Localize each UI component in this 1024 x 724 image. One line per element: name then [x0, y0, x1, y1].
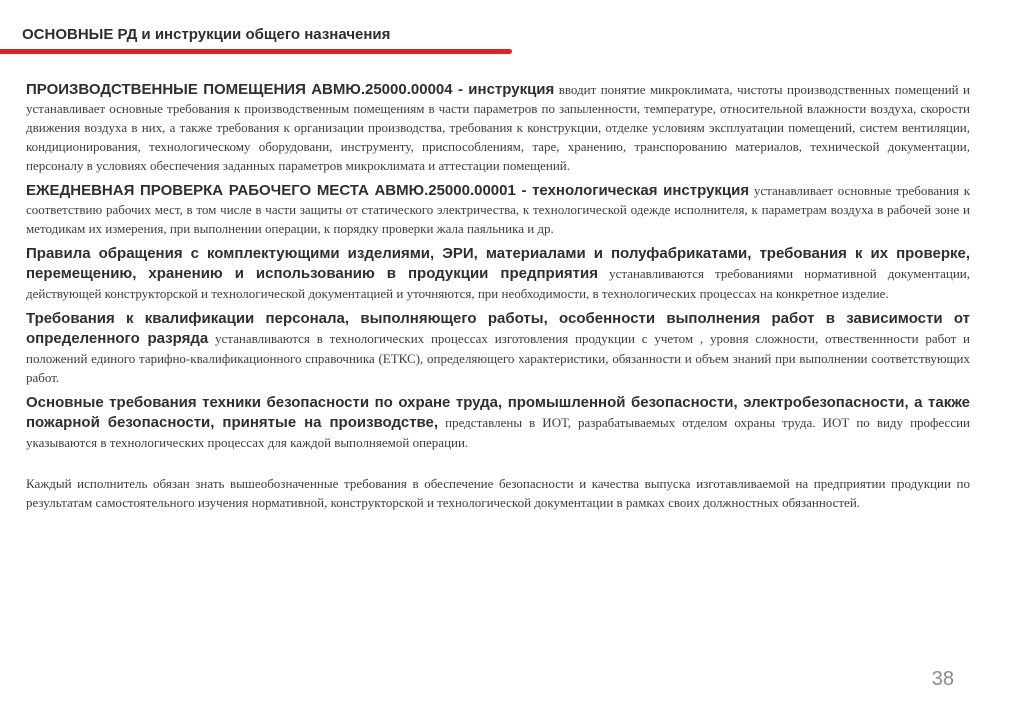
section-qualification-text: устанавливаются в технологических процессах изготовления продукции с учетом , уровня сложности, отвественнности работ и положений единого тарифно-квалификационного справочника (ЕТКС), определяющего характеристики, обязанности и объем знаний при выполнении соответствующих работ.: [26, 331, 971, 385]
slide-title: ОСНОВНЫЕ РД и инструкции общего назначения: [22, 26, 391, 43]
section-qualification: [26, 309, 970, 387]
section-premises-text: вводит понятие микроклимата, чистоты производственных помещений и устанавливает основные требования к производственным помещениям в части параметров по запыленности, температуре, относительной влажности воздуха, скорости движения воздуха в них, а также требования к организации производства, требования к конструкции, отделке условиям эксплуатации помещений, систем вентиляции, кондиционирования, технологическому оборудовани, инструменту, приспособлениям, таре, хранению, транспорованию материалов, технической документации, персоналу в условиях обеспечения заданных параметров микроклимата и аттестации помещений.: [26, 82, 970, 173]
section-components-rules-text: устанавливаются требованиями нормативной документации, действующей конструкторской и технологической документацией и уточняются, при необходимости, в технологических процессах на конкретное изделие.: [26, 266, 970, 301]
slide-content: [26, 80, 970, 525]
closing-paragraph: Каждый исполнитель обязан знать вышеобозначенные требования в обеспечение безопасности и качества выпуска изготавливаемой на предприятии продукции по результатам самостоятельного изучения нормативной, конструкторской и технологической документации в рамках своих должностных обязанностей.: [26, 476, 970, 510]
section-safety: [26, 393, 970, 452]
section-premises: [26, 80, 970, 175]
section-safety-heading: Основные требования техники безопасности по охране труда, промышленной безопасности, электробезопасности, а также пожарной безопасности, принятые на производстве,: [26, 394, 970, 431]
section-workplace-check-text: устанавливает основные требования к соответствию рабочих мест, в том числе в части защиты от статического электричества, к технологической одежде исполнителя, к параметрам воздуха в рабочей зоне и методикам их измерения, при выполнении операции, к порядку проверки жала паяльника и др.: [26, 183, 971, 236]
section-components-rules-heading: Правила обращения с комплектующими изделиями, ЭРИ, материалами и полуфабрикатами, требования к их проверке, перемещению, хранению и использованию в продукции предприятия: [26, 245, 970, 282]
section-components-rules: [26, 244, 970, 303]
title-underline-bar: [0, 49, 512, 54]
page-number: 38: [931, 668, 954, 690]
section-workplace-check-heading: ЕЖЕДНЕВНАЯ ПРОВЕРКА РАБОЧЕГО МЕСТА АВМЮ.25000.00001 - технологическая инструкция: [26, 182, 750, 199]
section-qualification-heading: Требования к квалификации персонала, выполняющего работы, особенности выполнения работ в зависимости от определенного разряда: [26, 310, 970, 347]
section-premises-heading: ПРОИЗВОДСТВЕННЫЕ ПОМЕЩЕНИЯ АВМЮ.25000.00004 - инструкция: [26, 81, 555, 98]
section-safety-text: представлены в ИОТ, разрабатываемых отделом охраны труда. ИОТ по виду профессии указываются в технологических процессах для каждой выполняемой операции.: [26, 415, 971, 450]
section-workplace-check: [26, 181, 970, 238]
